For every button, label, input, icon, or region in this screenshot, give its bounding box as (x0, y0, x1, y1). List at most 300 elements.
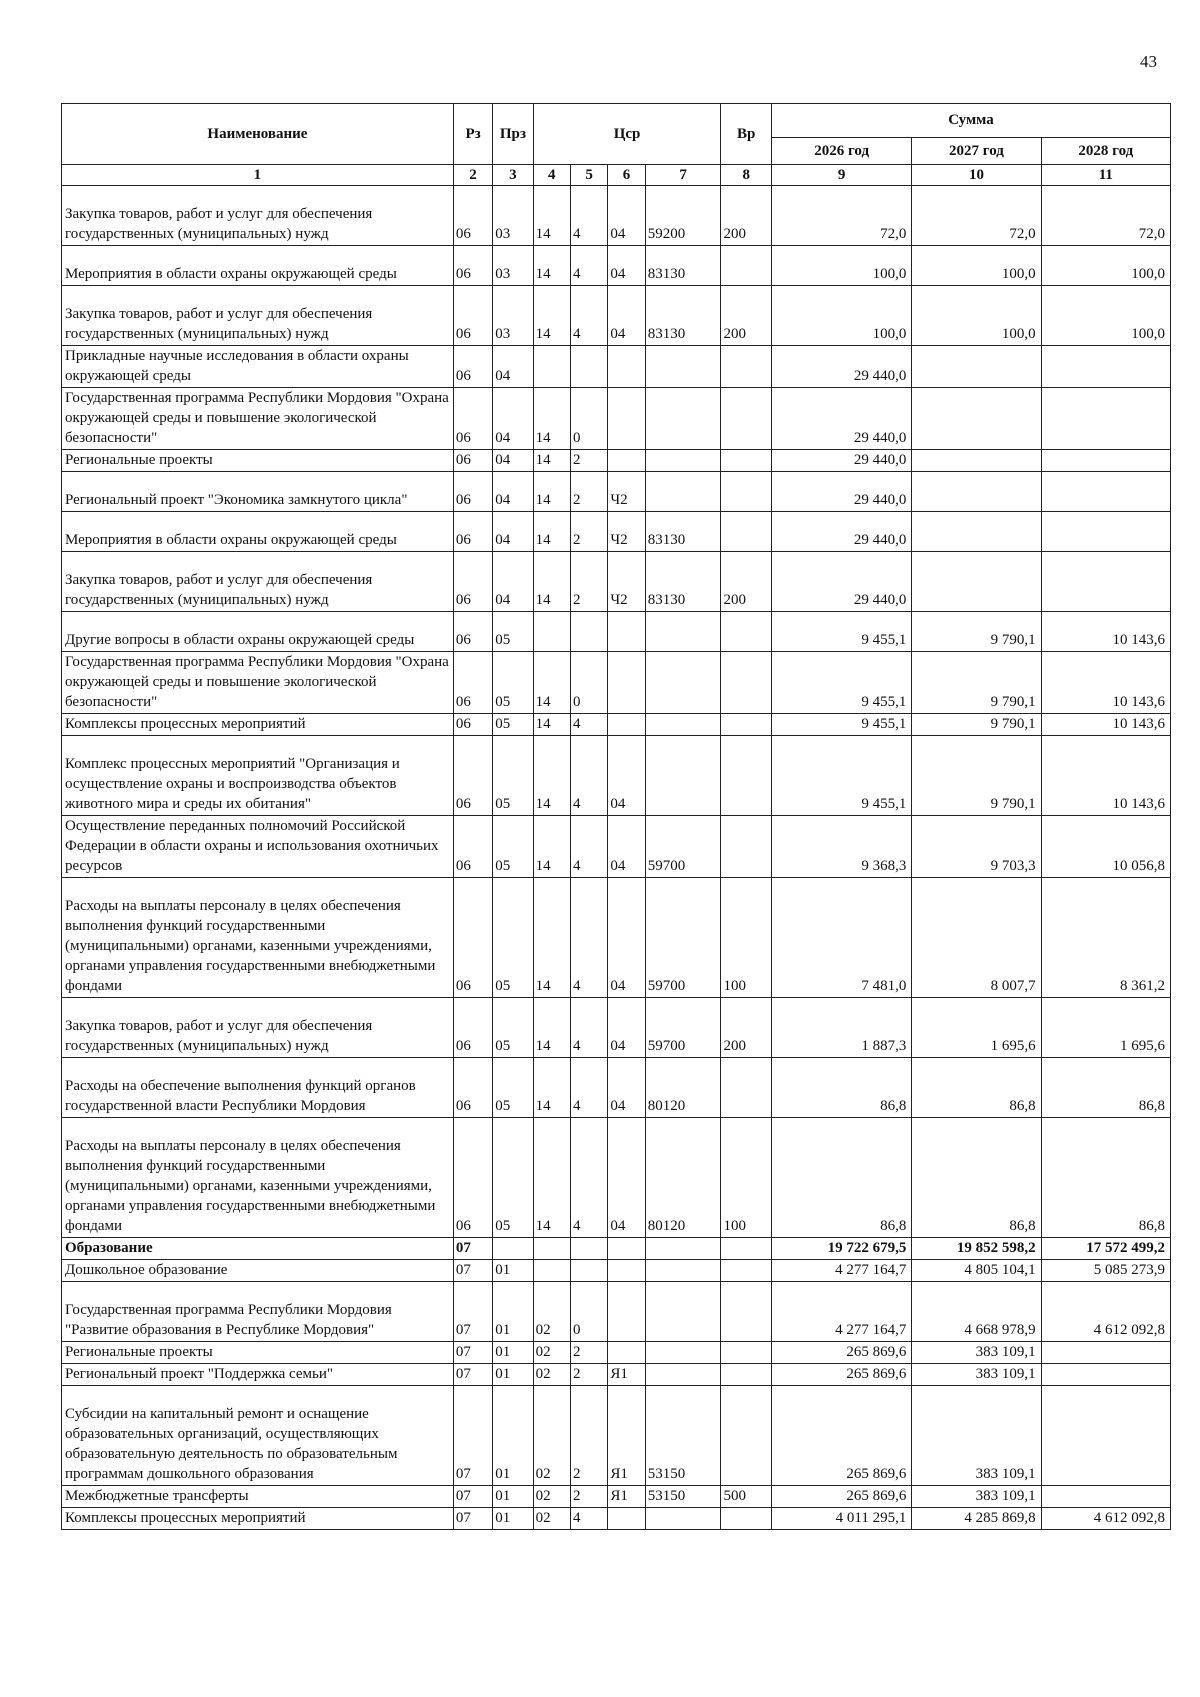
row-prz (493, 1238, 533, 1260)
table-row (62, 512, 1171, 552)
row-csr-program: 02 (533, 1282, 570, 1342)
row-csr-direction: 59700 (645, 878, 721, 998)
row-csr-structure: 04 (608, 1118, 645, 1238)
row-sum-2026: 29 440,0 (771, 512, 911, 552)
row-rz: 06 (453, 388, 492, 450)
row-vr (721, 450, 771, 472)
row-sum-2026: 100,0 (771, 286, 911, 346)
row-csr-direction (645, 346, 721, 388)
row-csr-type: 4 (570, 998, 607, 1058)
row-sum-2028: 100,0 (1041, 286, 1170, 346)
row-sum-2027: 100,0 (912, 246, 1041, 286)
row-csr-direction: 53150 (645, 1486, 721, 1508)
row-sum-2026: 7 481,0 (771, 878, 911, 998)
row-sum-2027: 72,0 (912, 186, 1041, 246)
row-csr-structure (608, 652, 645, 714)
row-csr-type: 2 (570, 552, 607, 612)
row-sum-2028: 86,8 (1041, 1118, 1170, 1238)
row-prz: 05 (493, 1058, 533, 1118)
row-csr-program (533, 612, 570, 652)
row-csr-direction (645, 472, 721, 512)
row-prz: 01 (493, 1386, 533, 1486)
row-csr-structure: Ч2 (608, 512, 645, 552)
row-csr-program: 02 (533, 1486, 570, 1508)
table-row (62, 346, 1171, 388)
row-sum-2027: 9 790,1 (912, 652, 1041, 714)
row-sum-2027 (912, 388, 1041, 450)
row-sum-2026: 265 869,6 (771, 1364, 911, 1386)
row-name: Расходы на выплаты персоналу в целях обеспечения выполнения функций государственными (муниципальными) органами, казенными учреждениями, органами управления государственными внебюджетными фондами (62, 878, 454, 998)
row-sum-2026: 9 368,3 (771, 816, 911, 878)
row-sum-2026: 29 440,0 (771, 388, 911, 450)
row-sum-2028: 4 612 092,8 (1041, 1508, 1170, 1530)
col-number: 6 (608, 165, 645, 186)
row-rz: 06 (453, 286, 492, 346)
table-row (62, 246, 1171, 286)
row-name: Региональные проекты (62, 1342, 454, 1364)
table-row (62, 1058, 1171, 1118)
col-number: 9 (771, 165, 911, 186)
row-prz: 01 (493, 1508, 533, 1530)
row-vr (721, 1386, 771, 1486)
row-name: Региональный проект "Экономика замкнутого цикла" (62, 472, 454, 512)
row-csr-structure (608, 450, 645, 472)
row-rz: 07 (453, 1282, 492, 1342)
row-prz: 05 (493, 612, 533, 652)
row-sum-2028 (1041, 1386, 1170, 1486)
table-row (62, 1282, 1171, 1342)
row-vr (721, 816, 771, 878)
row-sum-2027: 8 007,7 (912, 878, 1041, 998)
row-name: Расходы на выплаты персоналу в целях обеспечения выполнения функций государственными (муниципальными) органами, казенными учреждениями, органами управления государственными внебюджетными фондами (62, 1118, 454, 1238)
header-rz: Рз (453, 104, 492, 165)
row-name: Региональные проекты (62, 450, 454, 472)
table-row (62, 388, 1171, 450)
row-csr-type: 4 (570, 816, 607, 878)
row-name: Образование (62, 1238, 454, 1260)
row-prz: 01 (493, 1364, 533, 1386)
row-sum-2026: 1 887,3 (771, 998, 911, 1058)
row-rz: 06 (453, 612, 492, 652)
row-csr-direction (645, 388, 721, 450)
row-csr-type: 4 (570, 736, 607, 816)
row-csr-structure (608, 1260, 645, 1282)
row-sum-2028 (1041, 1342, 1170, 1364)
row-sum-2028 (1041, 388, 1170, 450)
row-sum-2026: 265 869,6 (771, 1386, 911, 1486)
row-csr-program: 14 (533, 652, 570, 714)
row-vr (721, 1238, 771, 1260)
row-name: Государственная программа Республики Мордовия "Охрана окружающей среды и повышение экологической безопасности" (62, 652, 454, 714)
row-rz: 07 (453, 1364, 492, 1386)
row-csr-direction (645, 1364, 721, 1386)
row-csr-program: 14 (533, 1058, 570, 1118)
row-sum-2028: 72,0 (1041, 186, 1170, 246)
row-csr-direction: 83130 (645, 286, 721, 346)
row-name: Комплексы процессных мероприятий (62, 714, 454, 736)
row-name: Региональный проект "Поддержка семьи" (62, 1364, 454, 1386)
table-row (62, 652, 1171, 714)
row-name: Государственная программа Республики Мордовия "Развитие образования в Республике Мордовия" (62, 1282, 454, 1342)
row-rz: 07 (453, 1386, 492, 1486)
row-prz: 01 (493, 1486, 533, 1508)
row-csr-program: 14 (533, 246, 570, 286)
row-rz: 06 (453, 1058, 492, 1118)
row-rz: 06 (453, 1118, 492, 1238)
row-sum-2026: 9 455,1 (771, 612, 911, 652)
row-sum-2026: 265 869,6 (771, 1342, 911, 1364)
row-prz: 03 (493, 246, 533, 286)
row-csr-direction (645, 714, 721, 736)
row-csr-type: 2 (570, 1342, 607, 1364)
header-vr: Вр (721, 104, 771, 165)
row-name: Мероприятия в области охраны окружающей среды (62, 246, 454, 286)
row-csr-structure (608, 1508, 645, 1530)
row-sum-2028: 100,0 (1041, 246, 1170, 286)
table-row (62, 1118, 1171, 1238)
row-name: Мероприятия в области охраны окружающей среды (62, 512, 454, 552)
row-sum-2028: 10 143,6 (1041, 736, 1170, 816)
row-rz: 06 (453, 736, 492, 816)
table-row (62, 1260, 1171, 1282)
table-row (62, 1386, 1171, 1486)
row-csr-type (570, 346, 607, 388)
row-csr-program: 14 (533, 878, 570, 998)
row-csr-program: 14 (533, 816, 570, 878)
row-sum-2027: 9 790,1 (912, 612, 1041, 652)
row-sum-2027: 383 109,1 (912, 1386, 1041, 1486)
row-sum-2028 (1041, 552, 1170, 612)
row-sum-2026: 4 277 164,7 (771, 1282, 911, 1342)
row-csr-structure: Ч2 (608, 472, 645, 512)
row-prz: 05 (493, 998, 533, 1058)
row-sum-2026: 19 722 679,5 (771, 1238, 911, 1260)
table-row (62, 1364, 1171, 1386)
table-row (62, 450, 1171, 472)
row-csr-structure (608, 1342, 645, 1364)
col-number: 3 (493, 165, 533, 186)
row-csr-structure (608, 1282, 645, 1342)
row-csr-structure: 04 (608, 246, 645, 286)
row-csr-structure: Я1 (608, 1386, 645, 1486)
table-row (62, 1238, 1171, 1260)
row-prz: 05 (493, 736, 533, 816)
row-csr-structure (608, 388, 645, 450)
row-prz: 03 (493, 286, 533, 346)
row-csr-structure: Я1 (608, 1364, 645, 1386)
row-csr-program: 02 (533, 1342, 570, 1364)
row-vr (721, 472, 771, 512)
table-row (62, 612, 1171, 652)
table-row (62, 878, 1171, 998)
row-sum-2028: 17 572 499,2 (1041, 1238, 1170, 1260)
row-csr-program: 14 (533, 1118, 570, 1238)
row-sum-2026: 29 440,0 (771, 346, 911, 388)
row-rz: 06 (453, 714, 492, 736)
row-csr-program: 14 (533, 450, 570, 472)
row-vr (721, 246, 771, 286)
row-sum-2028: 4 612 092,8 (1041, 1282, 1170, 1342)
header-prz: Прз (493, 104, 533, 165)
row-csr-type: 4 (570, 1058, 607, 1118)
row-prz: 05 (493, 714, 533, 736)
row-name: Комплекс процессных мероприятий "Организация и осуществление охраны и воспроизводства объектов животного мира и среды их обитания" (62, 736, 454, 816)
table-row (62, 472, 1171, 512)
header-csr: Цср (533, 104, 721, 165)
row-prz: 05 (493, 816, 533, 878)
row-csr-structure: Я1 (608, 1486, 645, 1508)
row-name: Закупка товаров, работ и услуг для обеспечения государственных (муниципальных) нужд (62, 552, 454, 612)
row-name: Расходы на обеспечение выполнения функций органов государственной власти Республики Мордовия (62, 1058, 454, 1118)
row-prz: 03 (493, 186, 533, 246)
row-sum-2028 (1041, 1364, 1170, 1386)
row-csr-program: 14 (533, 472, 570, 512)
row-name: Дошкольное образование (62, 1260, 454, 1282)
row-csr-type: 4 (570, 1508, 607, 1530)
row-vr (721, 1364, 771, 1386)
col-number: 1 (62, 165, 454, 186)
row-prz: 04 (493, 346, 533, 388)
row-sum-2028: 10 056,8 (1041, 816, 1170, 878)
row-csr-direction (645, 1238, 721, 1260)
row-csr-program: 14 (533, 512, 570, 552)
row-sum-2028: 10 143,6 (1041, 612, 1170, 652)
row-csr-program (533, 346, 570, 388)
row-prz: 01 (493, 1342, 533, 1364)
row-csr-direction (645, 612, 721, 652)
row-csr-program: 14 (533, 714, 570, 736)
row-csr-program: 02 (533, 1508, 570, 1530)
header-year-2028: 2028 год (1041, 138, 1170, 165)
row-csr-program: 14 (533, 736, 570, 816)
table-row (62, 286, 1171, 346)
row-vr: 100 (721, 1118, 771, 1238)
row-csr-structure: 04 (608, 186, 645, 246)
row-sum-2027: 86,8 (912, 1058, 1041, 1118)
row-sum-2027: 1 695,6 (912, 998, 1041, 1058)
table-row (62, 186, 1171, 246)
row-sum-2028: 86,8 (1041, 1058, 1170, 1118)
row-csr-program: 14 (533, 186, 570, 246)
table-row (62, 1508, 1171, 1530)
row-csr-direction: 59200 (645, 186, 721, 246)
row-sum-2026: 86,8 (771, 1058, 911, 1118)
row-csr-structure (608, 346, 645, 388)
row-sum-2026: 9 455,1 (771, 652, 911, 714)
row-name: Прикладные научные исследования в области охраны окружающей среды (62, 346, 454, 388)
row-csr-direction: 59700 (645, 816, 721, 878)
row-csr-direction (645, 1342, 721, 1364)
col-number: 2 (453, 165, 492, 186)
row-sum-2026: 86,8 (771, 1118, 911, 1238)
table-row (62, 816, 1171, 878)
row-name: Другие вопросы в области охраны окружающей среды (62, 612, 454, 652)
row-csr-type: 4 (570, 246, 607, 286)
page-number: 43 (1140, 52, 1157, 71)
row-name: Осуществление переданных полномочий Российской Федерации в области охраны и использования охотничьих ресурсов (62, 816, 454, 878)
row-csr-program: 14 (533, 552, 570, 612)
row-vr (721, 736, 771, 816)
row-csr-structure: 04 (608, 998, 645, 1058)
row-csr-type (570, 1238, 607, 1260)
row-csr-structure: 04 (608, 736, 645, 816)
row-vr (721, 1058, 771, 1118)
row-name: Субсидии на капитальный ремонт и оснащение образовательных организаций, осуществляющих образовательную деятельность по образовательным программам дошкольного образования (62, 1386, 454, 1486)
row-csr-direction: 59700 (645, 998, 721, 1058)
row-name: Закупка товаров, работ и услуг для обеспечения государственных (муниципальных) нужд (62, 186, 454, 246)
row-csr-type (570, 1260, 607, 1282)
table-row (62, 736, 1171, 816)
row-sum-2028 (1041, 472, 1170, 512)
row-vr (721, 1342, 771, 1364)
row-csr-structure: 04 (608, 1058, 645, 1118)
row-sum-2026: 9 455,1 (771, 714, 911, 736)
header-name: Наименование (62, 104, 454, 165)
col-number: 11 (1041, 165, 1170, 186)
row-sum-2028 (1041, 512, 1170, 552)
header-year-2026: 2026 год (771, 138, 911, 165)
row-sum-2028: 10 143,6 (1041, 652, 1170, 714)
row-prz: 05 (493, 652, 533, 714)
row-csr-program (533, 1238, 570, 1260)
row-sum-2026: 29 440,0 (771, 472, 911, 512)
row-csr-type: 4 (570, 714, 607, 736)
col-number: 4 (533, 165, 570, 186)
row-sum-2028: 1 695,6 (1041, 998, 1170, 1058)
row-vr (721, 388, 771, 450)
row-sum-2027 (912, 552, 1041, 612)
row-csr-type: 0 (570, 652, 607, 714)
row-sum-2027 (912, 472, 1041, 512)
col-number: 5 (570, 165, 607, 186)
row-csr-type: 2 (570, 512, 607, 552)
row-csr-structure (608, 612, 645, 652)
row-rz: 06 (453, 186, 492, 246)
table-row (62, 998, 1171, 1058)
row-csr-type: 0 (570, 1282, 607, 1342)
row-sum-2028 (1041, 1486, 1170, 1508)
row-vr (721, 652, 771, 714)
row-prz: 05 (493, 1118, 533, 1238)
row-vr: 200 (721, 186, 771, 246)
col-number: 8 (721, 165, 771, 186)
row-rz: 06 (453, 552, 492, 612)
row-sum-2027: 4 285 869,8 (912, 1508, 1041, 1530)
row-csr-type: 0 (570, 388, 607, 450)
row-csr-direction: 83130 (645, 552, 721, 612)
row-vr (721, 1260, 771, 1282)
row-sum-2026: 29 440,0 (771, 552, 911, 612)
table-body (62, 186, 1171, 1530)
row-csr-type: 4 (570, 286, 607, 346)
row-rz: 06 (453, 998, 492, 1058)
row-rz: 07 (453, 1486, 492, 1508)
row-sum-2028: 5 085 273,9 (1041, 1260, 1170, 1282)
row-sum-2027: 100,0 (912, 286, 1041, 346)
row-prz: 04 (493, 552, 533, 612)
row-sum-2027: 383 109,1 (912, 1486, 1041, 1508)
row-csr-structure (608, 1238, 645, 1260)
row-vr (721, 1508, 771, 1530)
row-vr: 100 (721, 878, 771, 998)
row-rz: 07 (453, 1260, 492, 1282)
row-sum-2028 (1041, 450, 1170, 472)
row-sum-2027: 4 805 104,1 (912, 1260, 1041, 1282)
row-sum-2028 (1041, 346, 1170, 388)
row-csr-direction: 53150 (645, 1386, 721, 1486)
row-csr-type: 4 (570, 878, 607, 998)
row-csr-program: 14 (533, 998, 570, 1058)
row-sum-2027: 9 790,1 (912, 714, 1041, 736)
row-csr-type: 4 (570, 1118, 607, 1238)
row-sum-2026: 100,0 (771, 246, 911, 286)
row-name: Государственная программа Республики Мордовия "Охрана окружающей среды и повышение экологической безопасности" (62, 388, 454, 450)
row-prz: 04 (493, 512, 533, 552)
row-sum-2028: 10 143,6 (1041, 714, 1170, 736)
row-vr: 200 (721, 998, 771, 1058)
row-name: Межбюджетные трансферты (62, 1486, 454, 1508)
row-csr-direction: 80120 (645, 1058, 721, 1118)
row-csr-program: 02 (533, 1364, 570, 1386)
row-csr-direction (645, 652, 721, 714)
row-csr-structure (608, 714, 645, 736)
row-sum-2027: 4 668 978,9 (912, 1282, 1041, 1342)
budget-table (61, 103, 1171, 1530)
row-prz: 04 (493, 388, 533, 450)
row-prz: 05 (493, 878, 533, 998)
row-prz: 01 (493, 1260, 533, 1282)
row-sum-2026: 265 869,6 (771, 1486, 911, 1508)
row-csr-direction (645, 736, 721, 816)
row-csr-structure: 04 (608, 878, 645, 998)
col-number: 7 (645, 165, 721, 186)
row-vr (721, 346, 771, 388)
row-csr-direction (645, 1260, 721, 1282)
header-sum: Сумма (771, 104, 1170, 138)
row-csr-program: 14 (533, 388, 570, 450)
row-csr-direction: 80120 (645, 1118, 721, 1238)
row-name: Закупка товаров, работ и услуг для обеспечения государственных (муниципальных) нужд (62, 286, 454, 346)
row-sum-2026: 9 455,1 (771, 736, 911, 816)
row-rz: 06 (453, 652, 492, 714)
table-row (62, 1486, 1171, 1508)
row-sum-2028: 8 361,2 (1041, 878, 1170, 998)
row-csr-type: 2 (570, 450, 607, 472)
row-vr (721, 714, 771, 736)
row-name: Комплексы процессных мероприятий (62, 1508, 454, 1530)
row-csr-type: 2 (570, 1364, 607, 1386)
row-csr-direction (645, 450, 721, 472)
row-csr-structure: 04 (608, 816, 645, 878)
row-rz: 06 (453, 472, 492, 512)
table-row (62, 552, 1171, 612)
table-row (62, 1342, 1171, 1364)
row-sum-2027: 383 109,1 (912, 1364, 1041, 1386)
col-number: 10 (912, 165, 1041, 186)
row-sum-2027: 19 852 598,2 (912, 1238, 1041, 1260)
row-sum-2026: 4 277 164,7 (771, 1260, 911, 1282)
row-rz: 06 (453, 346, 492, 388)
row-sum-2027 (912, 346, 1041, 388)
row-csr-program (533, 1260, 570, 1282)
row-prz: 04 (493, 450, 533, 472)
row-vr (721, 612, 771, 652)
row-csr-program: 02 (533, 1386, 570, 1486)
row-rz: 06 (453, 512, 492, 552)
row-rz: 06 (453, 816, 492, 878)
table-row (62, 714, 1171, 736)
header-year-2027: 2027 год (912, 138, 1041, 165)
